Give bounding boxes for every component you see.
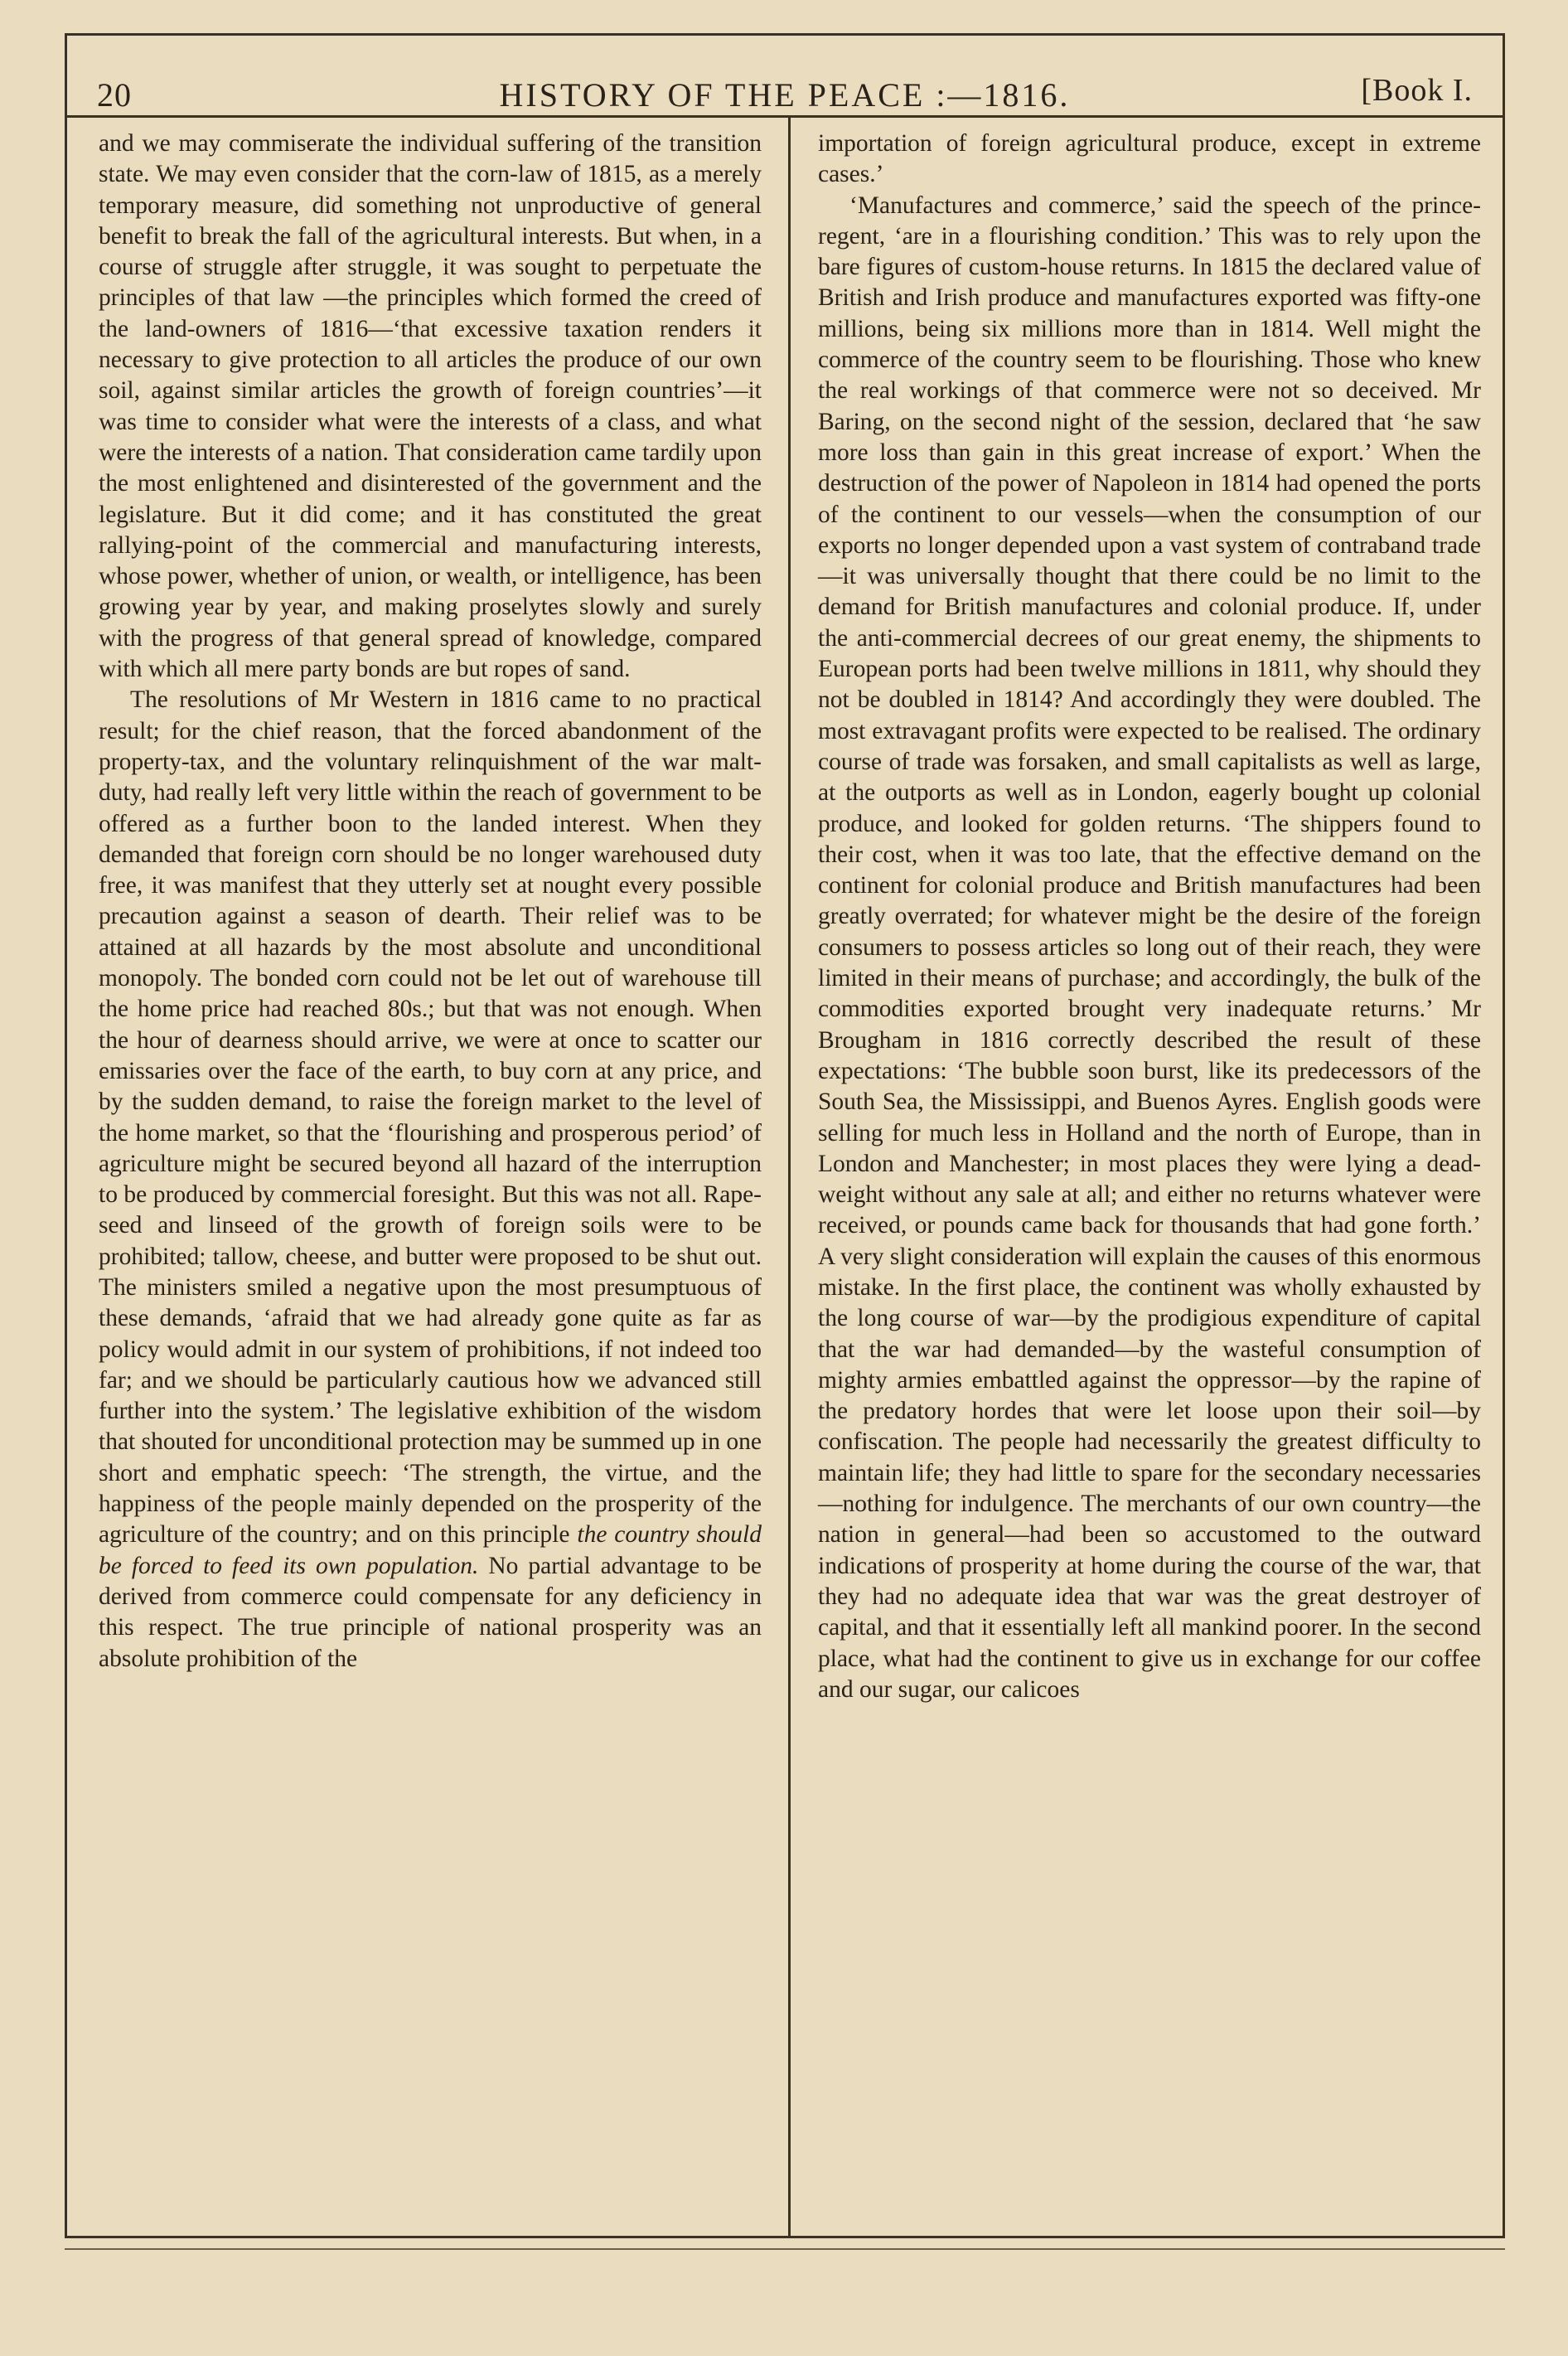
right-paragraph-2: ‘Manufactures and commerce,’ said the speech of the prince-regent, ‘are in a flourishing condition.’ This was to rely upon the bare figures of custom-house returns. In 1815 the declared value of British and Irish produce and manufactures exported was fifty-one millions, being six millions more than in 1814. Well might the commerce of the country seem to be flourishing. Those who knew the real workings of that commerce were not so deceived. Mr Baring, on the second night of the session, declared that ‘he saw more loss than gain in this great increase of export.’ When the destruction of the power of Napoleon in 1814 had opened the ports of the continent to our vessels—when the consumption of our exports no longer depended upon a vast system of contraband trade—it was universally thought that there could be no limit to the demand for British manufactures and colonial produce. If, under the anti-commercial decrees of our great enemy, the shipments to European ports had been twelve millions in 1811, why should they not be doubled in 1814? And accordingly they were doubled. The most extravagant profits were expected to be realised. The ordinary course of trade was forsaken, and small capitalists as well as large, at the outports as well as in London, eagerly bought up colonial produce, and looked for golden returns. ‘The shippers found to their cost, when it was too late, that the effective demand on the continent for colonial produce and British manufactures had been greatly overrated; for whatever might be the desire of the foreign consumers to possess articles so long out of their reach, they were limited in their means of purchase; and accordingly, the bulk of the commodities exported brought very inadequate returns.’ Mr Brougham in 1816 correctly described the result of these expectations: ‘The bubble soon burst, like its predecessors of the South Sea, the Mississippi, and Buenos Ayres. English goods were selling for much less in Holland and the north of Europe, than in London and Manchester; in most places they were lying a dead-weight without any sale at all; and either no returns whatever were received, or pounds came back for thousands that had gone forth.’ A very slight consideration will explain the causes of this enormous mistake. In the first place, the continent was wholly exhausted by the long course of war—by the prodigious expenditure of capital that the war had demanded—by the wasteful consumption of mighty armies embattled against the oppressor—by the rapine of the predatory hordes that were let loose upon their soil—by confiscation. The people had necessarily the greatest difficulty to maintain life; they had little to spare for the secondary necessaries—nothing for indulgence. The merchants of our own country—the nation in general—had been so accustomed to the outward indications of prosperity at home during the course of the war, that they had no adequate idea that war was the great destroyer of capital, and that it essentially left all mankind poorer. In the second place, what had the continent to give us in exchange for our coffee and our sugar, our calicoes bbox=[818, 191, 1481, 1703]
page-frame bbox=[65, 33, 1505, 2238]
left-paragraph-2-italic: the country should be forced to feed its own population. bbox=[99, 1521, 762, 1579]
column-divider bbox=[788, 115, 791, 2236]
right-paragraph-1: importation of foreign agricultural produce, except in extreme cases.’ bbox=[818, 130, 1481, 188]
header-rule bbox=[67, 115, 1503, 118]
left-paragraph-2 bbox=[99, 685, 762, 1675]
right-column bbox=[818, 128, 1481, 1705]
left-paragraph-1: and we may commiserate the individual suffering of the transition state. We may even consider that the corn-law of 1815, as a merely temporary measure, did something not unproductive of general benefit to break the fall of the agricultural interests. But when, in a course of struggle after struggle, it was sought to perpetuate the principles of that law —the principles which formed the creed of the land-owners of 1816—‘that excessive taxation renders it necessary to give protection to all articles the produce of our own soil, against similar articles the growth of foreign countries’—it was time to consider what were the interests of a class, and what were the interests of a nation. That consideration came tardily upon the most enlightened and disinterested of the government and the legislature. But it did come; and it has constituted the great rallying-point of the commercial and manufacturing interests, whose power, whether of union, or wealth, or intelligence, has been growing year by year, and making proselytes slowly and surely with the progress of that general spread of knowledge, compared with which all mere party bonds are but ropes of sand. bbox=[99, 130, 762, 683]
running-header bbox=[67, 36, 1503, 115]
bottom-rule bbox=[65, 2248, 1505, 2250]
left-paragraph-2-text-a: The resolutions of Mr Western in 1816 came to no practical result; for the chief reason, that the forced abandonment of the property-tax, and the voluntary relinquishment of the war malt-duty, had really left very little within the reach of government to be offered as a further boon to the landed interest. When they demanded that foreign corn should be no longer warehoused duty free, it was manifest that they utterly set at nought every possible precaution against a season of dearth. Their relief was to be attained at all hazards by the most absolute and unconditional monopoly. The bonded corn could not be let out of warehouse till the home price had reached 80s.; but that was not enough. When the hour of dearness should arrive, we were at once to scatter our emissaries over the face of the earth, to buy corn at any price, and by the sudden demand, to raise the foreign market to the level of the home market, so that the ‘flourishing and prosperous period’ of agriculture might be secured beyond all hazard of the interruption to be produced by commercial foresight. But this was not all. Rape-seed and linseed of the growth of foreign soils were to be prohibited; tallow, cheese, and butter were proposed to be shut out. The ministers smiled a negative upon the most presumptuous of these demands, ‘afraid that we had already gone quite as far as policy would admit in our system of prohibitions, if not indeed too far; and we should be particularly cautious how we advanced still further into the system.’ The legislative exhibition of the wisdom that shouted for unconditional protection may be summed up in one short and emphatic speech: ‘The strength, the virtue, and the happiness of the people mainly depended on the prosperity of the agriculture of the country; and on this principle bbox=[99, 686, 762, 1549]
left-paragraph-2-text-b: No partial advantage to be derived from commerce could compensate for any deficiency in this respect. The true principle of national prosperity was an absolute prohibition of the bbox=[99, 1552, 762, 1672]
running-title: HISTORY OF THE PEACE :—1816. bbox=[499, 76, 1071, 114]
left-column bbox=[99, 128, 762, 1675]
book-label: [Book I. bbox=[1361, 73, 1473, 108]
page-number: 20 bbox=[97, 76, 132, 114]
